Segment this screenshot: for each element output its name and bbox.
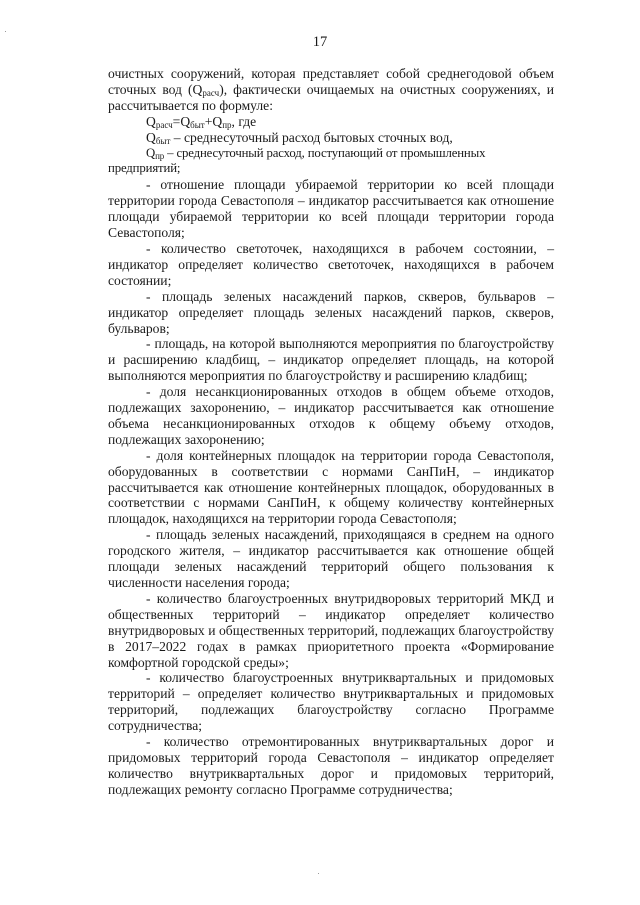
page-content	[108, 66, 554, 798]
page-number: 17	[312, 34, 328, 50]
def-pr-text: – среднесуточный расход, поступающий от промышленных предприятий;	[108, 145, 486, 176]
intro-paragraph	[108, 66, 554, 114]
intro-subscript: расч	[202, 87, 220, 98]
indicator-item: - количество отремонтированных внутриквартальных дорог и придомовых территорий города Севастополя – индикатор определяет количество внутриквартальных дорог и придомовых территорий, подлежащих ремонту согласно Программе сотрудничества;	[108, 734, 554, 797]
def-pr-sub: пр	[155, 150, 165, 161]
indicator-item: - количество благоустроенных внутриквартальных и придомовых территорий – определяет количество внутриквартальных и придомовых территорий, подлежащих благоустройству согласно Программе сотрудничества;	[108, 670, 554, 734]
formula-plus: +Q	[204, 113, 223, 129]
indicator-item: - доля контейнерных площадок на территории города Севастополя, оборудованных в соответствии с нормами СанПиН, – индикатор рассчитывается как отношение контейнерных площадок, оборудованных в соответствии с нормами СанПиН, к общему количеству контейнерных площадок, находящихся на территории города Севастополя;	[108, 447, 554, 527]
scan-speck	[5, 31, 6, 32]
intro-text: очистных сооружений, которая представляет собой среднегодовой объем сточных вод (Q	[108, 66, 554, 97]
formula-eq: =Q	[172, 113, 191, 129]
indicator-item: - площадь зеленых насаждений, приходящаяся в среднем на одного городского жителя, – индикатор рассчитывается как отношение общей площади зеленых насаждений территорий общего пользования к численности населения города;	[108, 527, 554, 590]
definition-q-pr	[108, 146, 554, 178]
formula-tail: , где	[231, 113, 257, 129]
indicator-item: - площадь зеленых насаждений парков, скверов, бульваров – индикатор определяет площадь зеленых насаждений парков, скверов, бульваров;	[108, 288, 554, 336]
def-pr-q: Q	[146, 145, 156, 160]
intro-text-after: ), фактически очищаемых на очистных сооружениях, и рассчитывается по формуле:	[108, 81, 555, 113]
definition-q-byt	[108, 130, 554, 146]
indicator-item: - доля несанкционированных отходов в общем объеме отходов, подлежащих захоронению, – индикатор рассчитывается как отношение объема несанкционированных отходов к общему объему отходов, подлежащих захоронению;	[108, 384, 554, 447]
formula-q1: Q	[146, 113, 156, 129]
indicator-item: - отношение площади убираемой территории ко всей площади территории города Севастополя – индикатор рассчитывается как отношение площади убираемой территории ко всей площади территории города Севастополя;	[108, 177, 554, 241]
formula-q1-sub: расч	[155, 119, 173, 130]
indicator-item: - площадь, на которой выполняются мероприятия по благоустройству и расширению кладбищ, – индикатор определяет площадь, на которой выполняются мероприятия по благоустройству и расширению кладбищ;	[108, 336, 554, 384]
formula-q2-sub: быт	[190, 119, 205, 130]
def-byt-q: Q	[146, 129, 156, 145]
scan-speck	[318, 873, 319, 874]
formula-q3-sub: пр	[222, 119, 232, 130]
indicator-item: - количество благоустроенных внутридворовых территорий МКД и общественных территорий – индикатор определяет количество внутридворовых и общественных территорий, подлежащих благоустройству в 2017–2022 годах в рамках приоритетного проекта «Формирование комфортной городской среды»;	[108, 590, 554, 670]
def-byt-text: – среднесуточный расход бытовых сточных вод,	[170, 129, 453, 145]
def-byt-sub: быт	[155, 135, 171, 146]
formula-line	[108, 114, 554, 130]
indicator-item: - количество светоточек, находящихся в рабочем состоянии, – индикатор определяет количество светоточек, находящихся в рабочем состоянии;	[108, 240, 554, 288]
